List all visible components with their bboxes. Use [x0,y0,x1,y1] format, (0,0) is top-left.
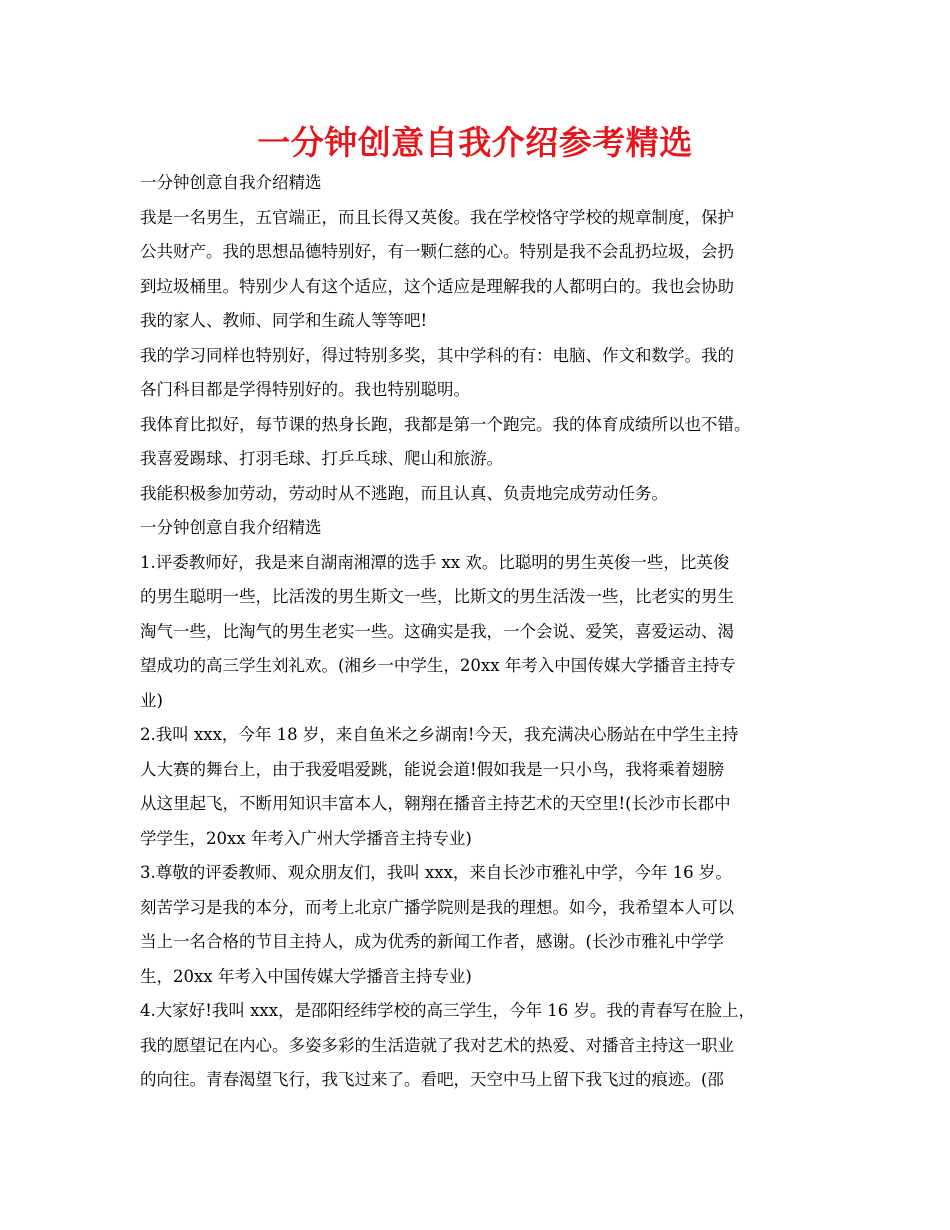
text-line: 业) [140,690,163,710]
text-line: 一分钟创意自我介绍精选 [140,518,322,537]
text-line: 4.大家好!我叫 xxx，是邵阳经纬学校的高三学生，今年 16 岁。我的青春写在脸上， [140,1001,756,1020]
text-line: 我能积极参加劳动，劳动时从不逃跑，而且认真、负责地完成劳动任务。 [140,483,668,503]
text-line: 我的学习同样也特别好，得过特别多奖，其中学科的有：电脑、作文和数学。我的 [140,345,734,365]
document-body [140,166,830,1098]
text-line: 的男生聪明一些，比活泼的男生斯文一些，比斯文的男生活泼一些，比老实的男生 [140,587,734,606]
text-line: 我的家人、教师、同学和生疏人等等吧! [140,311,428,330]
text-line: 3.尊敬的评委教师、观众朋友们，我叫 xxx，来自长沙市雅礼中学，今年 16 岁。 [140,863,732,882]
text-line: 学学生，20xx 年考入广州大学播音主持专业) [140,828,472,848]
text-line: 各门科目都是学得特别好的。我也特别聪明。 [140,380,470,399]
text-line: 到垃圾桶里。特别少人有这个适应，这个适应是理解我的人都明白的。我也会协助 [140,276,734,296]
text-line: 淘气一些，比淘气的男生老实一些。这确实是我，一个会说、爱笑，喜爱运动、渴 [140,621,734,641]
text-line: 一分钟创意自我介绍精选 [140,173,322,192]
text-line: 1.评委教师好，我是来自湖南湘潭的选手 xx 欢。比聪明的男生英俊一些，比英俊 [140,552,730,572]
text-line: 我体育比拟好，每节课的热身长跑，我都是第一个跑完。我的体育成绩所以也不错。 [140,414,751,434]
text-line: 2.我叫 xxx，今年 18 岁，来自鱼米之乡湖南!今天，我充满决心肠站在中学生主持 [140,725,739,744]
document-title: 一分钟创意自我介绍参考精选 [257,123,693,162]
text-line: 我的愿望记在内心。多姿多彩的生活造就了我对艺术的热爱、对播音主持这一职业 [140,1035,734,1055]
text-line: 我喜爱踢球、打羽毛球、打乒乓球、爬山和旅游。 [140,449,503,468]
text-line: 我是一名男生，五官端正，而且长得又英俊。我在学校恪守学校的规章制度，保护 [140,207,734,227]
text-line: 从这里起飞，不断用知识丰富本人，翱翔在播音主持艺术的天空里!(长沙市长郡中 [140,794,731,813]
text-line: 生，20xx 年考入中国传媒大学播音主持专业) [140,966,472,986]
text-line: 当上一名合格的节目主持人，成为优秀的新闻工作者，感谢。(长沙市雅礼中学学 [140,932,724,951]
text-line: 刻苦学习是我的本分，而考上北京广播学院则是我的理想。如今，我希望本人可以 [140,897,734,917]
text-line: 人大赛的舞台上，由于我爱唱爱跳，能说会道!假如我是一只小鸟，我将乘着翅膀 [140,759,725,779]
text-line: 公共财产。我的思想品德特别好，有一颗仁慈的心。特别是我不会乱扔垃圾，会扔 [140,242,734,261]
text-line: 的向往。青春渴望飞行，我飞过来了。看吧，天空中马上留下我飞过的痕迹。(邵 [140,1070,724,1089]
text-line: 望成功的高三学生刘礼欢。(湘乡一中学生，20xx 年考入中国传媒大学播音主持专 [140,656,736,675]
